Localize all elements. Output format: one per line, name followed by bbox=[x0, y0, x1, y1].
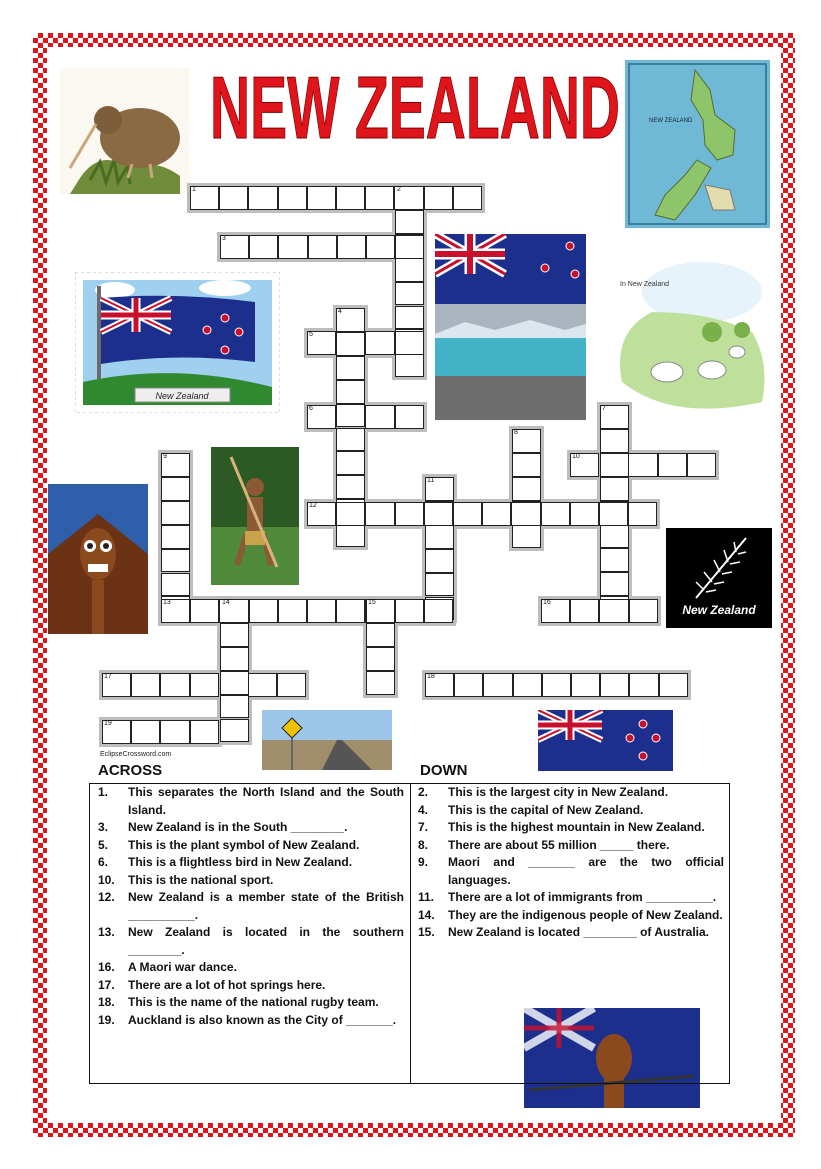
clue-number-label: 14 bbox=[222, 599, 230, 606]
clue-number: 15. bbox=[418, 925, 435, 939]
crossword-cell[interactable] bbox=[600, 525, 629, 549]
crossword-cell[interactable] bbox=[395, 210, 424, 234]
crossword-cell[interactable] bbox=[248, 673, 277, 697]
clue-text: New Zealand is located in the southern ________. bbox=[128, 925, 404, 957]
crossword-cell[interactable] bbox=[629, 673, 658, 697]
clue-text: This separates the North Island and the South Island. bbox=[128, 785, 404, 817]
crossword-cell[interactable] bbox=[395, 306, 424, 330]
clue-text: There are a lot of hot springs here. bbox=[128, 977, 326, 992]
clue-number-label: 8 bbox=[514, 429, 518, 436]
crossword-cell[interactable] bbox=[395, 331, 424, 355]
crossword-cell[interactable] bbox=[219, 186, 248, 210]
crossword-cell[interactable] bbox=[220, 623, 249, 647]
clue-text: New Zealand is in the South ________. bbox=[128, 820, 348, 834]
crossword-cell[interactable] bbox=[308, 235, 337, 259]
crossword-cell[interactable] bbox=[395, 235, 424, 259]
crossword-cell[interactable] bbox=[249, 235, 278, 259]
crossword-cell[interactable] bbox=[336, 451, 365, 475]
crossword-cell[interactable] bbox=[629, 599, 658, 623]
crossword-cell[interactable] bbox=[220, 695, 249, 719]
crossword-cell[interactable] bbox=[628, 453, 657, 477]
crossword-cell[interactable] bbox=[453, 502, 482, 526]
clue-text: This is the highest mountain in New Zealand. bbox=[448, 820, 705, 834]
clue-number-label: 15 bbox=[368, 599, 376, 606]
clue-number-label: 5 bbox=[309, 331, 313, 338]
clue-number: 18. bbox=[98, 995, 115, 1009]
clue-text: This is the plant symbol of New Zealand. bbox=[128, 837, 360, 852]
crossword-cell[interactable] bbox=[161, 501, 190, 525]
crossword-cell[interactable] bbox=[220, 647, 249, 671]
down-clues bbox=[410, 784, 730, 1083]
crossword-cell[interactable] bbox=[366, 647, 395, 671]
clue-text: This is the name of the national rugby team. bbox=[128, 995, 379, 1009]
crossword-cell[interactable] bbox=[687, 453, 716, 477]
clue-number: 14. bbox=[418, 907, 435, 922]
crossword-cell[interactable] bbox=[131, 673, 160, 697]
clue-number: 7. bbox=[418, 820, 429, 834]
crossword-cell[interactable] bbox=[600, 429, 629, 453]
crossword-cell[interactable] bbox=[542, 673, 571, 697]
crossword-cell[interactable] bbox=[161, 525, 190, 549]
crossword-cell[interactable] bbox=[571, 673, 600, 697]
crossword-cell[interactable] bbox=[659, 673, 688, 697]
across-clue bbox=[90, 889, 410, 924]
sheep-map-label: In New Zealand bbox=[620, 281, 670, 288]
crossword-cell[interactable] bbox=[336, 502, 365, 526]
clue-number-label: 16 bbox=[543, 599, 551, 606]
crossword-cell[interactable] bbox=[190, 720, 219, 744]
crossword-cell[interactable] bbox=[482, 502, 511, 526]
clue-number-label: 7 bbox=[602, 405, 606, 412]
crossword-cell[interactable] bbox=[628, 502, 657, 526]
crossword-cell[interactable] bbox=[512, 453, 541, 477]
clue-number: 13. bbox=[98, 925, 115, 939]
clue-text: They are the indigenous people of New Zealand. bbox=[448, 907, 723, 922]
clue-number: 2. bbox=[418, 785, 429, 799]
crossword-cell[interactable] bbox=[336, 356, 365, 380]
crossword-cell[interactable] bbox=[570, 502, 599, 526]
crossword-cell[interactable] bbox=[220, 671, 249, 695]
clue-number-label: 6 bbox=[309, 405, 313, 412]
crossword-cell[interactable] bbox=[600, 673, 629, 697]
across-clue bbox=[90, 854, 410, 872]
clue-number: 1. bbox=[98, 785, 109, 799]
clue-text: New Zealand is located ________ of Australia. bbox=[448, 925, 709, 939]
crossword-cell[interactable] bbox=[395, 258, 424, 282]
clue-number-label: 17 bbox=[104, 673, 112, 680]
crossword-cell[interactable] bbox=[454, 673, 483, 697]
crossword-cell[interactable] bbox=[277, 673, 306, 697]
crossword-cell[interactable] bbox=[541, 502, 570, 526]
crossword-cell[interactable] bbox=[512, 477, 541, 501]
clue-number: 3. bbox=[98, 820, 109, 834]
clue-number: 4. bbox=[418, 802, 429, 817]
crossword-cell[interactable] bbox=[336, 523, 365, 547]
crossword-cell[interactable] bbox=[366, 623, 395, 647]
clue-number-label: 11 bbox=[427, 477, 435, 484]
clue-number-label: 13 bbox=[163, 599, 171, 606]
credit-text: EclipseCrossword.com bbox=[100, 751, 172, 758]
down-clue bbox=[410, 802, 730, 820]
crossword-cell[interactable] bbox=[160, 673, 189, 697]
crossword-cell[interactable] bbox=[365, 502, 394, 526]
clue-number: 9. bbox=[418, 855, 429, 869]
crossword-cell[interactable] bbox=[220, 719, 249, 743]
crossword-cell[interactable] bbox=[278, 599, 307, 623]
crossword-cell[interactable] bbox=[161, 573, 190, 597]
crossword-cell[interactable] bbox=[395, 353, 424, 377]
crossword-cell[interactable] bbox=[658, 453, 687, 477]
across-clue bbox=[90, 837, 410, 855]
across-clue bbox=[90, 819, 410, 837]
crossword-cell[interactable] bbox=[365, 186, 394, 210]
across-clue bbox=[90, 959, 410, 977]
crossword-cell[interactable] bbox=[365, 405, 394, 429]
clue-number-label: 12 bbox=[309, 502, 317, 509]
crossword-cell[interactable] bbox=[570, 599, 599, 623]
clue-text: This is the largest city in New Zealand. bbox=[448, 785, 669, 799]
clue-number: 12. bbox=[98, 890, 115, 904]
down-clue bbox=[410, 889, 730, 907]
down-clue bbox=[410, 907, 730, 925]
clue-number-label: 10 bbox=[572, 453, 580, 460]
clue-text: There are about 55 million _____ there. bbox=[448, 837, 670, 852]
clue-number-label: 4 bbox=[338, 308, 342, 315]
crossword-cell[interactable] bbox=[600, 548, 629, 572]
down-clue bbox=[410, 819, 730, 837]
across-clues bbox=[90, 784, 411, 1083]
page-title-text: NEW ZEALAND bbox=[210, 62, 620, 152]
crossword-cell[interactable] bbox=[395, 502, 424, 526]
crossword-cell[interactable] bbox=[483, 673, 512, 697]
crossword-cell[interactable] bbox=[425, 549, 454, 573]
crossword-cell[interactable] bbox=[249, 599, 278, 623]
crossword-cell[interactable] bbox=[424, 599, 453, 623]
clue-number: 17. bbox=[98, 977, 115, 992]
across-clue bbox=[90, 924, 410, 959]
crossword-cell[interactable] bbox=[425, 525, 454, 549]
clue-text: This is the capital of New Zealand. bbox=[448, 802, 644, 817]
down-clue bbox=[410, 854, 730, 889]
clue-number: 8. bbox=[418, 837, 429, 852]
crossword-cell[interactable] bbox=[307, 186, 336, 210]
crossword-cell[interactable] bbox=[425, 573, 454, 597]
clue-number: 11. bbox=[418, 890, 435, 904]
down-clue bbox=[410, 924, 730, 942]
across-clue bbox=[90, 1012, 410, 1030]
down-heading: DOWN bbox=[420, 762, 468, 779]
across-clue bbox=[90, 784, 410, 819]
fern-label: New Zealand bbox=[682, 603, 756, 617]
crossword-cell[interactable] bbox=[336, 380, 365, 404]
crossword-cell[interactable] bbox=[336, 428, 365, 452]
clue-number: 10. bbox=[98, 872, 115, 887]
crossword-cell[interactable] bbox=[336, 404, 365, 428]
clue-number-label: 3 bbox=[222, 235, 226, 242]
clue-number: 19. bbox=[98, 1012, 115, 1027]
clue-text: A Maori war dance. bbox=[128, 960, 237, 974]
crossword-cell[interactable] bbox=[395, 599, 424, 623]
clue-number: 16. bbox=[98, 960, 115, 974]
clues-table bbox=[89, 783, 730, 1084]
crossword-cell[interactable] bbox=[513, 673, 542, 697]
crossword-cell[interactable] bbox=[278, 186, 307, 210]
clue-text: There are a lot of immigrants from __________. bbox=[448, 890, 717, 904]
clue-number: 6. bbox=[98, 855, 109, 869]
clue-number-label: 9 bbox=[163, 453, 167, 460]
clue-text: This is the national sport. bbox=[128, 872, 274, 887]
clue-number-label: 19 bbox=[104, 720, 112, 727]
down-clue bbox=[410, 784, 730, 802]
crossword-cell[interactable] bbox=[307, 599, 336, 623]
crossword-cell[interactable] bbox=[600, 572, 629, 596]
crossword-cell[interactable] bbox=[366, 671, 395, 695]
crossword-cell[interactable] bbox=[190, 673, 219, 697]
crossword-cell[interactable] bbox=[453, 186, 482, 210]
crossword-cell[interactable] bbox=[131, 720, 160, 744]
crossword-cell[interactable] bbox=[161, 477, 190, 501]
crossword-cell[interactable] bbox=[599, 502, 628, 526]
crossword-cell[interactable] bbox=[278, 235, 307, 259]
crossword-cell[interactable] bbox=[190, 599, 219, 623]
clue-text: Maori and _______ are the two official languages. bbox=[448, 855, 724, 887]
crossword-cell[interactable] bbox=[395, 282, 424, 306]
clue-text: This is a flightless bird in New Zealand. bbox=[128, 855, 353, 869]
crossword-cell[interactable] bbox=[161, 549, 190, 573]
crossword-cell[interactable] bbox=[336, 332, 365, 356]
clue-number: 5. bbox=[98, 837, 109, 852]
crossword-cell[interactable] bbox=[336, 186, 365, 210]
across-clue bbox=[90, 872, 410, 890]
clue-text: New Zealand is a member state of the British __________. bbox=[128, 890, 404, 922]
clue-number-label: 18 bbox=[427, 673, 435, 680]
crossword-cell[interactable] bbox=[511, 502, 540, 526]
crossword-cell[interactable] bbox=[160, 720, 189, 744]
crossword-cell[interactable] bbox=[600, 453, 629, 477]
crossword-cell[interactable] bbox=[600, 477, 629, 501]
crossword-cell[interactable] bbox=[336, 599, 365, 623]
crossword-cell[interactable] bbox=[395, 405, 424, 429]
crossword-cell[interactable] bbox=[365, 331, 394, 355]
crossword-cell[interactable] bbox=[336, 475, 365, 499]
clue-text: Auckland is also known as the City of _______. bbox=[128, 1012, 397, 1027]
crossword-cell[interactable] bbox=[366, 235, 395, 259]
clue-number-label: 1 bbox=[192, 186, 196, 193]
crossword-cell[interactable] bbox=[599, 599, 628, 623]
across-clue bbox=[90, 994, 410, 1012]
crossword-cell[interactable] bbox=[248, 186, 277, 210]
down-clue bbox=[410, 837, 730, 855]
clue-number-label: 2 bbox=[397, 186, 401, 193]
crossword-cell[interactable] bbox=[512, 525, 541, 549]
map-label: NEW ZEALAND bbox=[649, 118, 693, 124]
across-heading: ACROSS bbox=[98, 762, 163, 779]
crossword-cell[interactable] bbox=[337, 235, 366, 259]
across-clue bbox=[90, 977, 410, 995]
stamp-label: New Zealand bbox=[155, 391, 209, 401]
crossword-cell[interactable] bbox=[424, 186, 453, 210]
crossword-cell[interactable] bbox=[424, 502, 453, 526]
